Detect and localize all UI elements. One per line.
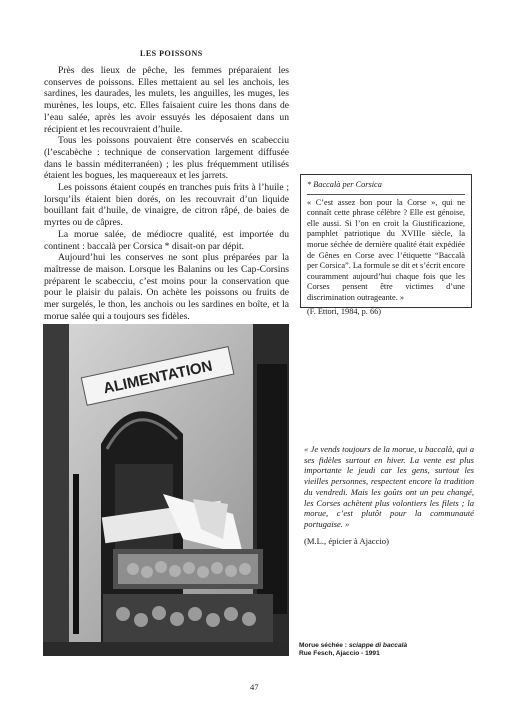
grocer-quote-text: « Je vends toujours de la morue, u baccalà, qui a ses fidèles surtout en hiver. La vente est plus importante le jeudi car les gens, surtout les vieilles personnes, respectent encore la tradition du vendredi. Mais les goûts ont un peu changé, les Corses achètent plus volontiers les filets ; la morue, c’est plutôt pour la communauté portugaise. » [304, 444, 474, 529]
footnote-citation: (F. Ettori, 1984, p. 66) [307, 306, 382, 316]
paragraph-3: Les poissons étaient coupés en tranches puis frits à l’huile ; lorsqu’ils étaient bien dorés, on les recouvrait d’un liquide bouillant fait d’huile, de vinaigre, de citron râpé, de baies de myrtes ou de câpres. [44, 182, 289, 229]
footnote-title: * Baccalà per Corsica [307, 180, 382, 189]
grocer-quote [304, 444, 474, 546]
footnote-quote: « C’est assez bon pour la Corse », qui ne connaît cette phrase célèbre ? Elle est génoise, elle aussi. Si l’on en croit la Giustificazione, pamphlet patriotique du XVIIIe siècle, la morue séchée de dernière qualité était expédiée de Gênes en Corse avec l’étiquette “Baccalà per Corsica”. La formule se dit et s’écrit encore couramment aujourd’hui chaque fois que les Corses pensent être victimes d’une discrimination outrageante. » [307, 197, 465, 302]
section-title: LES POISSONS [140, 49, 203, 58]
paragraph-4: La morue salée, de médiocre qualité, est importée du continent : baccalà per Corsica * disait-on par dépit. [44, 228, 289, 252]
paragraph-2: Tous les poissons pouvaient être conservés en scabecciu (l’escabèche : technique de conservation largement diffusée dans le bassin méditerranéen) ; les plus fréquemment utilisés étaient les bogues, les maquereaux et les jarrets. [44, 135, 289, 182]
page-number: 47 [250, 682, 259, 692]
caption-line-1 [299, 642, 407, 650]
footnote-divider [307, 194, 465, 195]
paragraph-1: Près des lieux de pêche, les femmes préparaient les conserves de poissons. Elles mettaient au sel les anchois, les sardines, les daurades, les mulets, les anguilles, les muges, les murènes, les loups, etc. Elles faisaient cuire les thons dans de l’eau salée, après les avoir essuyés les déposaient dans un récipient et les recouvraient d’huile. [44, 65, 289, 135]
shop-photograph [43, 324, 289, 656]
paragraph-5: Aujourd’hui les conserves ne sont plus préparées par la maîtresse de maison. Lorsque les Balanins ou les Cap-Corsins préparent le scabecciu, c’est moins pour la conservation que pour le plaisir du palais. On achète les poissons ou fruits de mer surgelés, le thon, les anchois ou les sardines en boîte, et la morue salée qui a toujours ses fidèles. [44, 252, 289, 322]
photo-caption [299, 642, 407, 658]
shop-sign-text: ALIMENTATION [101, 357, 214, 398]
caption-line-2: Rue Fesch, Ajaccio - 1991 [299, 650, 380, 657]
caption-prefix: Morue séchée : [299, 642, 349, 649]
main-text-column [44, 65, 289, 322]
footnote-box [300, 174, 472, 316]
grocer-quote-attribution: (M.L., épicier à Ajaccio) [304, 535, 389, 546]
caption-italic: sciappe di baccalà [348, 642, 408, 649]
shop-photo-illustration [43, 324, 289, 656]
